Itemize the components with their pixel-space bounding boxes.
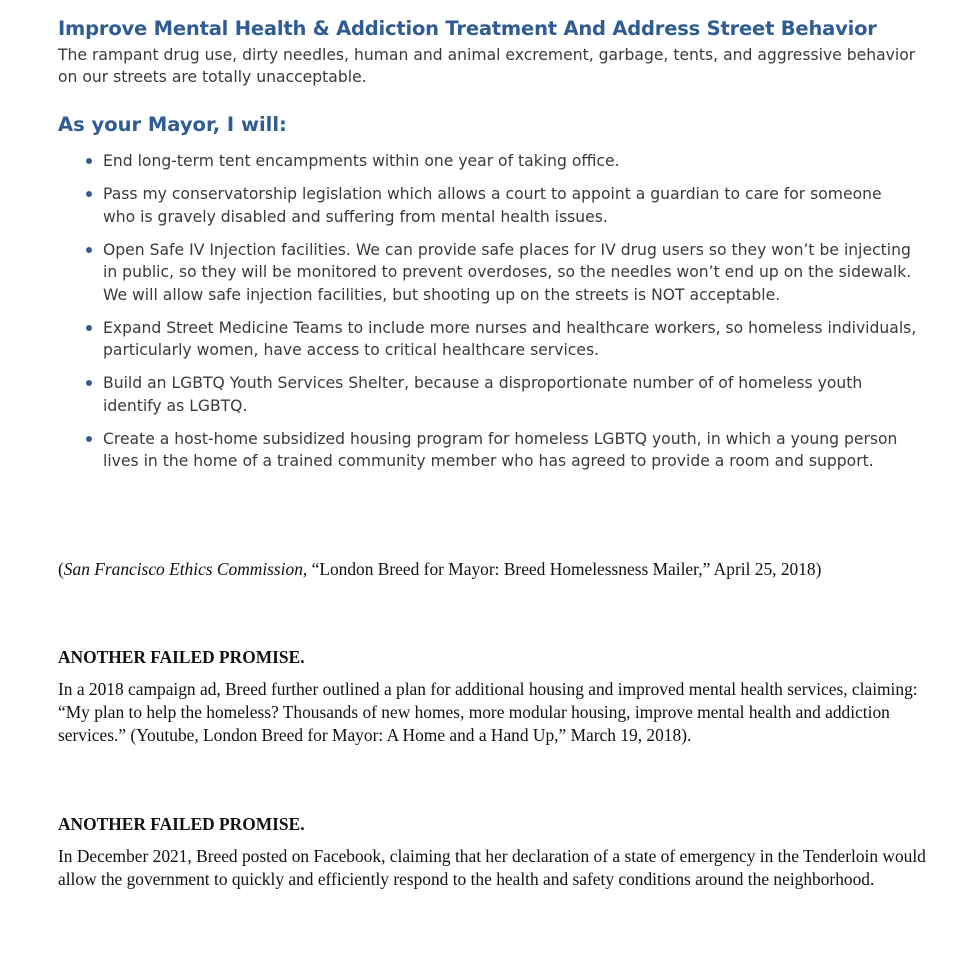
bullet-icon bbox=[86, 436, 92, 442]
mailer-subhead: As your Mayor, I will: bbox=[58, 113, 287, 136]
citation-open: ( bbox=[58, 559, 64, 579]
citation bbox=[58, 558, 928, 581]
bullet-icon bbox=[86, 380, 92, 386]
promise-item bbox=[84, 372, 918, 417]
bullet-icon bbox=[86, 158, 92, 164]
promise-item bbox=[84, 428, 918, 473]
citation-source: San Francisco Ethics Commission, bbox=[63, 559, 308, 579]
promise-text: End long-term tent encampments within one year of taking office. bbox=[103, 152, 620, 170]
mailer-intro: The rampant drug use, dirty needles, human and animal excrement, garbage, tents, and aggressive behavior on our streets are totally unacceptable. bbox=[58, 46, 916, 86]
section-body bbox=[58, 678, 928, 747]
mailer-excerpt bbox=[58, 16, 918, 483]
promise-text: Expand Street Medicine Teams to include more nurses and healthcare workers, so homeless individuals, particularly women, have access to critical healthcare services. bbox=[103, 318, 917, 359]
promise-item bbox=[84, 150, 918, 173]
bullet-icon bbox=[86, 325, 92, 331]
citation-rest: “London Breed for Mayor: Breed Homelessness Mailer,” April 25, 2018) bbox=[307, 559, 822, 579]
bullet-icon bbox=[86, 247, 92, 253]
section-body bbox=[58, 845, 928, 891]
promise-list bbox=[58, 150, 918, 473]
section-heading: ANOTHER FAILED PROMISE. bbox=[58, 814, 305, 834]
section-paragraph: In December 2021, Breed posted on Facebook, claiming that her declaration of a state of emergency in the Tenderloin would allow the government to quickly and efficiently respond to the health and safety conditions around the neighborhood. bbox=[58, 846, 926, 889]
promise-item bbox=[84, 239, 918, 307]
promise-text: Open Safe IV Injection facilities. We can provide safe places for IV drug users so they won’t be injecting in public, so they will be monitored to prevent overdoses, so the needles won’t end up on the sidewalk. We will allow safe injection facilities, but shooting up on the streets is NOT acceptable. bbox=[103, 240, 912, 304]
section-paragraph: In a 2018 campaign ad, Breed further outlined a plan for additional housing and improved mental health services, claiming: “My plan to help the homeless? Thousands of new homes, more modular housing, improve mental health and addiction services.” (Youtube, London Breed for Mayor: A Home and a Hand Up,” March 19, 2018). bbox=[58, 679, 918, 745]
mailer-title: Improve Mental Health & Addiction Treatment And Address Street Behavior bbox=[58, 17, 877, 40]
promise-text: Pass my conservatorship legislation which allows a court to appoint a guardian to care for someone who is gravely disabled and suffering from mental health issues. bbox=[103, 185, 882, 226]
promise-text: Build an LGBTQ Youth Services Shelter, because a disproportionate number of of homeless youth identify as LGBTQ. bbox=[103, 374, 863, 415]
bullet-icon bbox=[86, 191, 92, 197]
promise-text: Create a host-home subsidized housing program for homeless LGBTQ youth, in which a young person lives in the home of a trained community member who has agreed to provide a room and support. bbox=[103, 429, 898, 470]
section-heading: ANOTHER FAILED PROMISE. bbox=[58, 647, 305, 667]
promise-item bbox=[84, 317, 918, 362]
promise-item bbox=[84, 183, 918, 228]
